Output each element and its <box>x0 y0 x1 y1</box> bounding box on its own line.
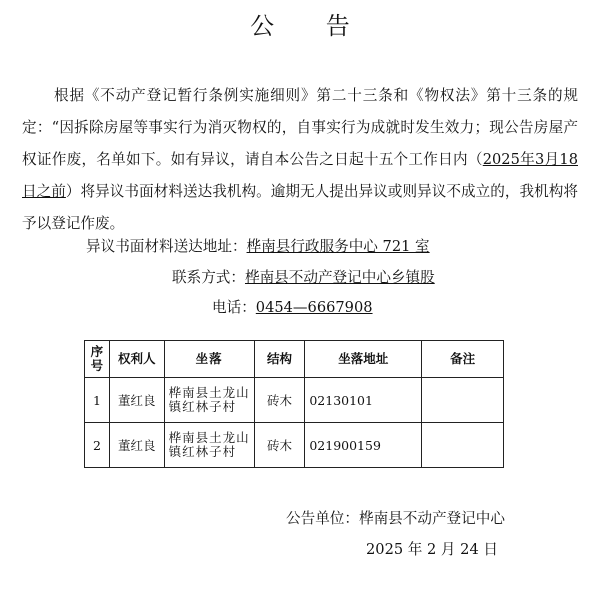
contact-line <box>172 268 435 288</box>
contact-value: 桦南县不动产登记中心乡镇股 <box>244 269 435 286</box>
objection-address-line <box>86 237 430 257</box>
header-address: 坐落地址 <box>305 341 422 378</box>
cell-remarks <box>422 378 504 423</box>
page-title: 公 告 <box>250 12 372 40</box>
body-text-before: 根据《不动产登记暂行条例实施细则》第二十三条和《物权法》第十三条的规定：“因拆除房屋等事实行为消灭物权的，自事实行为成就时发生效力；现公告房屋产权证作废，名单如下。如有异议，请自本公告之日起十五个工作日内（ <box>22 87 578 168</box>
cell-location: 桦南县土龙山镇红林子村 <box>164 378 254 423</box>
header-structure: 结构 <box>254 341 305 378</box>
cell-owner: 董红良 <box>109 423 164 468</box>
cell-no: 1 <box>85 378 110 423</box>
cell-address: 02130101 <box>305 378 422 423</box>
address-value: 桦南县行政服务中心 721 室 <box>246 238 430 255</box>
cell-owner: 董红良 <box>109 378 164 423</box>
address-label: 异议书面材料送达地址： <box>86 238 247 255</box>
phone-value: 0454—6667908 <box>255 299 373 316</box>
table-row <box>85 423 504 468</box>
body-text-after: ）将异议书面材料送达我机构。逾期无人提出异议或则异议不成立的，我机构将予以登记作废。 <box>22 183 578 232</box>
announcement-body <box>22 80 578 240</box>
header-remarks: 备注 <box>422 341 504 378</box>
property-table <box>84 340 504 468</box>
header-location: 坐落 <box>164 341 254 378</box>
phone-label: 电话： <box>212 299 256 316</box>
cell-no: 2 <box>85 423 110 468</box>
deadline-date: 2025年3月18日之前 <box>22 151 578 200</box>
table-row <box>85 378 504 423</box>
cell-structure: 砖木 <box>254 378 305 423</box>
header-owner: 权利人 <box>109 341 164 378</box>
contact-label: 联系方式： <box>172 269 245 286</box>
phone-line <box>212 298 373 318</box>
header-no: 序号 <box>85 341 110 378</box>
issue-date: 2025 年 2 月 24 日 <box>366 541 498 558</box>
issuing-unit: 公告单位：桦南县不动产登记中心 <box>286 510 505 527</box>
cell-address: 021900159 <box>305 423 422 468</box>
table-header-row <box>85 341 504 378</box>
cell-structure: 砖木 <box>254 423 305 468</box>
cell-remarks <box>422 423 504 468</box>
cell-location: 桦南县土龙山镇红林子村 <box>164 423 254 468</box>
